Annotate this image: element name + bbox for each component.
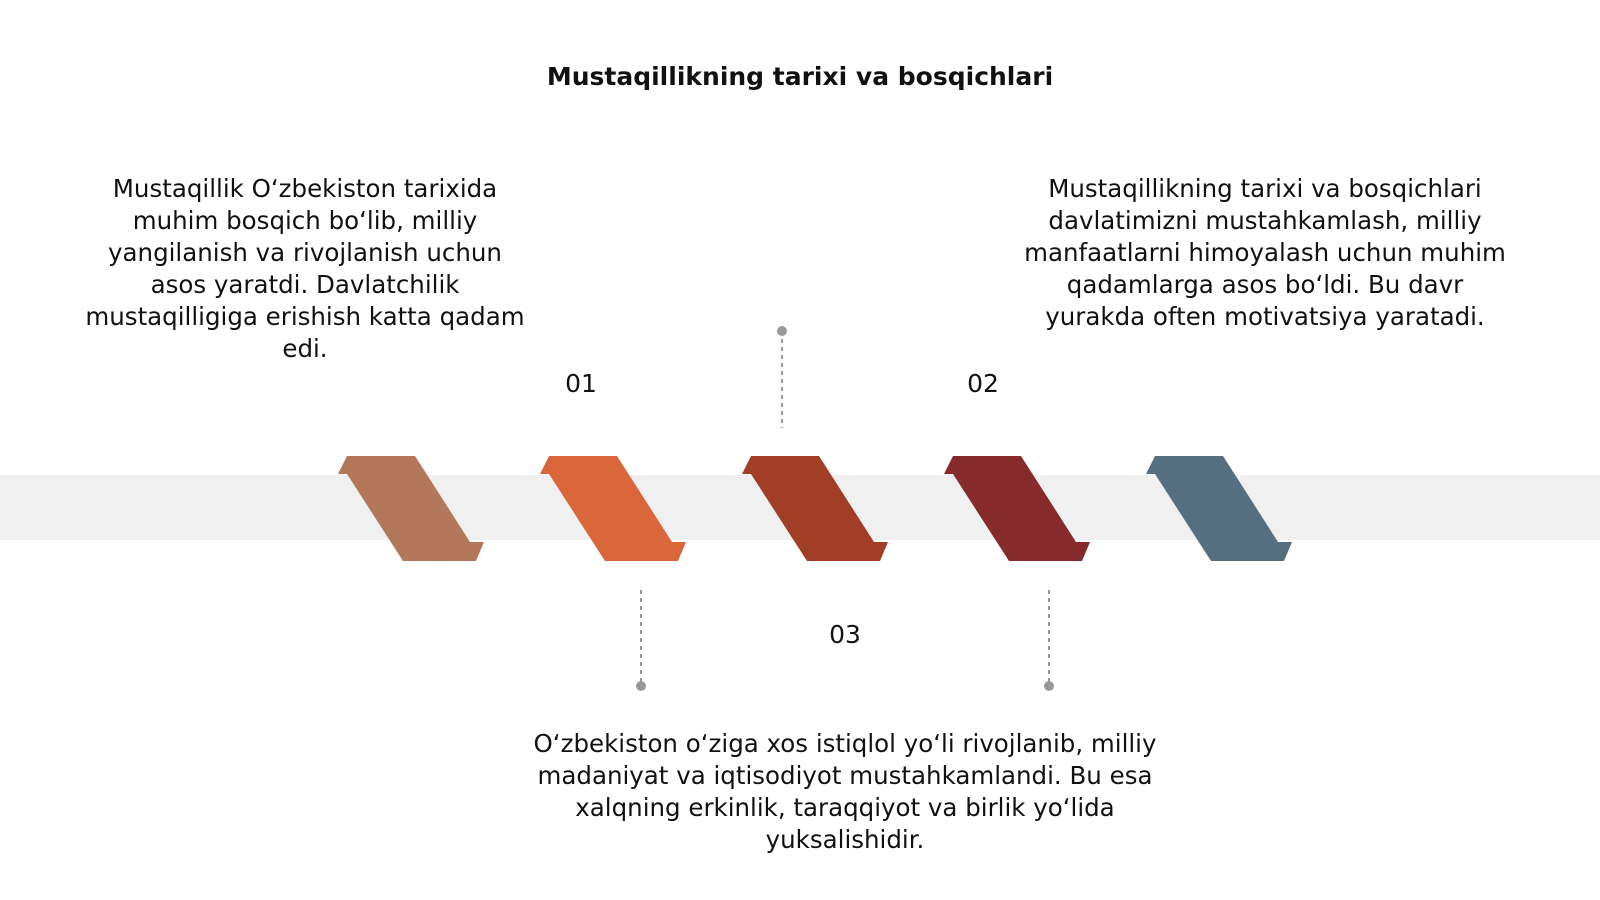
step-1-description: Mustaqillik O‘zbekiston tarixida muhim bosqich bo‘lib, milliy yangilanish va rivojlanish uchun asos yaratdi. Davlatchilik mustaqilligiga erishish katta qadam edi. xyxy=(85,174,525,363)
connector-left-dot xyxy=(636,681,646,691)
segment-2 xyxy=(540,456,686,561)
step-1-number: 01 xyxy=(565,369,597,398)
page-title: Mustaqillikning tarixi va bosqichlari xyxy=(546,62,1054,91)
step-3-description: O‘zbekiston o‘ziga xos istiqlol yo‘li rivojlanib, milliy madaniyat va iqtisodiyot mustahkamlandi. Bu esa xalqning erkinlik, taraqqiyot va birlik yo‘lida yuksalishidir. xyxy=(533,729,1157,854)
segment-5 xyxy=(1146,456,1292,561)
connector-top-dot xyxy=(777,326,787,336)
step-2-number: 02 xyxy=(967,369,999,398)
connector-right-dot xyxy=(1044,681,1054,691)
step-3-number: 03 xyxy=(829,620,861,649)
step-2-description: Mustaqillikning tarixi va bosqichlari davlatimizni mustahkamlash, milliy manfaatlarni himoyalash uchun muhim qadamlarga asos bo‘ldi. Bu davr yurakda often motivatsiya yaratadi. xyxy=(1024,174,1506,331)
segment-3 xyxy=(742,456,888,561)
segment-4 xyxy=(944,456,1090,561)
segment-1 xyxy=(338,456,484,561)
